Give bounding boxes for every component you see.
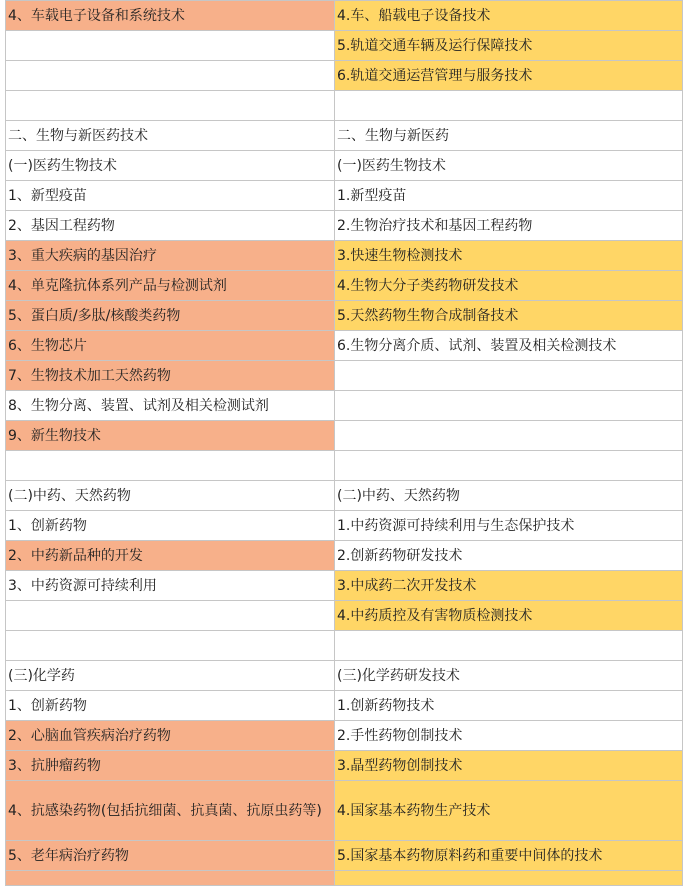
new-category-cell[interactable]	[335, 871, 683, 886]
table-row	[6, 331, 683, 361]
old-category-cell[interactable]: 7、生物技术加工天然药物	[6, 361, 335, 391]
new-category-cell[interactable]	[335, 91, 683, 121]
table-row	[6, 721, 683, 751]
old-category-cell[interactable]	[6, 91, 335, 121]
old-category-cell[interactable]: 5、老年病治疗药物	[6, 841, 335, 871]
new-category-cell[interactable]	[335, 361, 683, 391]
new-category-cell[interactable]: 1.新型疫苗	[335, 181, 683, 211]
table-row	[6, 421, 683, 451]
table-row	[6, 1, 683, 31]
new-category-cell[interactable]: 1.中药资源可持续利用与生态保护技术	[335, 511, 683, 541]
table-row	[6, 301, 683, 331]
table-row	[6, 841, 683, 871]
new-category-cell[interactable]: 2.手性药物创制技术	[335, 721, 683, 751]
old-category-cell[interactable]	[6, 601, 335, 631]
table-row	[6, 361, 683, 391]
old-category-cell[interactable]: (一)医药生物技术	[6, 151, 335, 181]
old-category-cell[interactable]: 8、生物分离、装置、试剂及相关检测试剂	[6, 391, 335, 421]
table-row	[6, 271, 683, 301]
new-category-cell[interactable]	[335, 391, 683, 421]
new-category-cell[interactable]: 5.国家基本药物原料药和重要中间体的技术	[335, 841, 683, 871]
new-category-cell[interactable]: 3.快速生物检测技术	[335, 241, 683, 271]
table-row	[6, 751, 683, 781]
old-category-cell[interactable]: 1、创新药物	[6, 691, 335, 721]
old-category-cell[interactable]: (三)化学药	[6, 661, 335, 691]
new-category-cell[interactable]: 二、生物与新医药	[335, 121, 683, 151]
old-category-cell[interactable]: 9、新生物技术	[6, 421, 335, 451]
new-category-cell[interactable]	[335, 631, 683, 661]
new-category-cell[interactable]: 2.生物治疗技术和基因工程药物	[335, 211, 683, 241]
old-category-cell[interactable]: 4、单克隆抗体系列产品与检测试剂	[6, 271, 335, 301]
table-row	[6, 121, 683, 151]
new-category-cell[interactable]: 6.生物分离介质、试剂、装置及相关检测技术	[335, 331, 683, 361]
old-category-cell[interactable]: 2、基因工程药物	[6, 211, 335, 241]
table-row	[6, 391, 683, 421]
table-row	[6, 541, 683, 571]
table-row	[6, 91, 683, 121]
table-row	[6, 691, 683, 721]
old-category-cell[interactable]: 1、创新药物	[6, 511, 335, 541]
new-category-cell[interactable]: 4.车、船载电子设备技术	[335, 1, 683, 31]
new-category-cell[interactable]: 3.晶型药物创制技术	[335, 751, 683, 781]
table-row	[6, 31, 683, 61]
new-category-cell[interactable]	[335, 421, 683, 451]
comparison-table	[5, 0, 683, 886]
new-category-cell[interactable]: (三)化学药研发技术	[335, 661, 683, 691]
old-category-cell[interactable]: 4、车载电子设备和系统技术	[6, 1, 335, 31]
old-category-cell[interactable]: 二、生物与新医药技术	[6, 121, 335, 151]
table-row	[6, 661, 683, 691]
table-row	[6, 781, 683, 841]
new-category-cell[interactable]: 4.中药质控及有害物质检测技术	[335, 601, 683, 631]
new-category-cell[interactable]: 1.创新药物技术	[335, 691, 683, 721]
old-category-cell[interactable]: 2、中药新品种的开发	[6, 541, 335, 571]
new-category-cell[interactable]: 3.中成药二次开发技术	[335, 571, 683, 601]
new-category-cell[interactable]: (二)中药、天然药物	[335, 481, 683, 511]
old-category-cell[interactable]	[6, 631, 335, 661]
new-category-cell[interactable]: 5.轨道交通车辆及运行保障技术	[335, 31, 683, 61]
table-row	[6, 451, 683, 481]
old-category-cell[interactable]: 3、抗肿瘤药物	[6, 751, 335, 781]
table-row	[6, 151, 683, 181]
table-row	[6, 481, 683, 511]
table-row	[6, 511, 683, 541]
old-category-cell[interactable]	[6, 451, 335, 481]
new-category-cell[interactable]	[335, 451, 683, 481]
new-category-cell[interactable]: (一)医药生物技术	[335, 151, 683, 181]
table-row	[6, 631, 683, 661]
old-category-cell[interactable]: 3、重大疾病的基因治疗	[6, 241, 335, 271]
old-category-cell[interactable]	[6, 31, 335, 61]
new-category-cell[interactable]: 5.天然药物生物合成制备技术	[335, 301, 683, 331]
old-category-cell[interactable]	[6, 871, 335, 886]
table-row	[6, 181, 683, 211]
new-category-cell[interactable]: 4.国家基本药物生产技术	[335, 781, 683, 841]
table-row	[6, 61, 683, 91]
table-row	[6, 571, 683, 601]
old-category-cell[interactable]: (二)中药、天然药物	[6, 481, 335, 511]
table-row	[6, 241, 683, 271]
table-body	[6, 1, 683, 886]
table-row	[6, 211, 683, 241]
new-category-cell[interactable]: 4.生物大分子类药物研发技术	[335, 271, 683, 301]
old-category-cell[interactable]	[6, 61, 335, 91]
old-category-cell[interactable]: 6、生物芯片	[6, 331, 335, 361]
new-category-cell[interactable]: 6.轨道交通运营管理与服务技术	[335, 61, 683, 91]
old-category-cell[interactable]: 4、抗感染药物(包括抗细菌、抗真菌、抗原虫药等)	[6, 781, 335, 841]
table-row	[6, 871, 683, 886]
old-category-cell[interactable]: 2、心脑血管疾病治疗药物	[6, 721, 335, 751]
old-category-cell[interactable]: 1、新型疫苗	[6, 181, 335, 211]
old-category-cell[interactable]: 3、中药资源可持续利用	[6, 571, 335, 601]
old-category-cell[interactable]: 5、蛋白质/多肽/核酸类药物	[6, 301, 335, 331]
new-category-cell[interactable]: 2.创新药物研发技术	[335, 541, 683, 571]
table-row	[6, 601, 683, 631]
